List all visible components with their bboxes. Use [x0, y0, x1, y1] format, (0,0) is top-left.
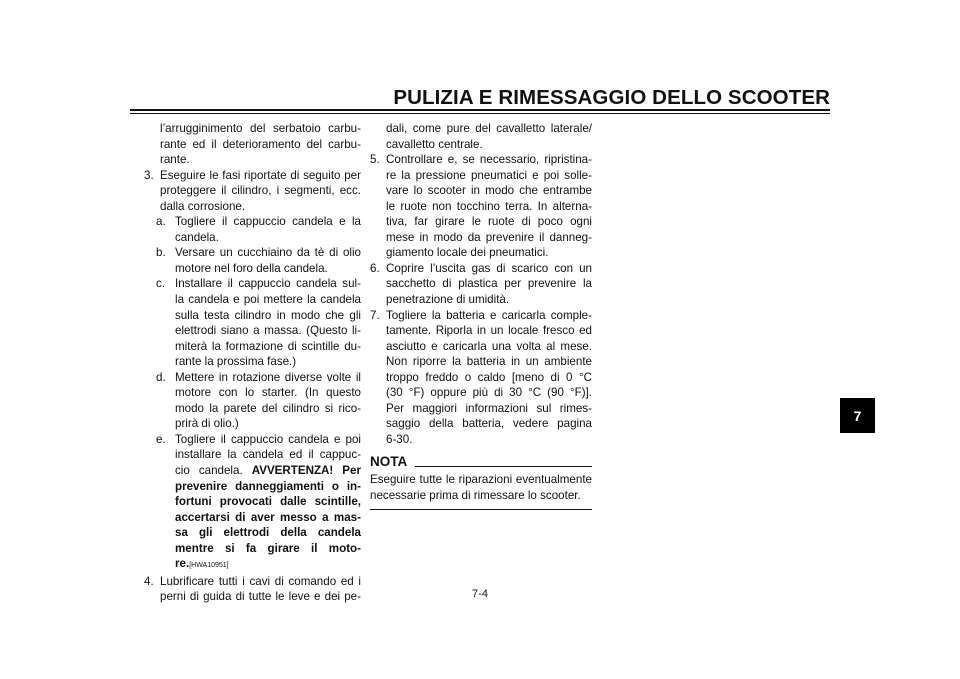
list-marker: 6. [370, 261, 380, 275]
warning-text: fortuni provocati dalle scintille, [175, 495, 361, 509]
text-line: dalla corrosione. [160, 199, 246, 213]
text-line: installare la candela ed il cappuc- [175, 448, 361, 462]
text-line: motore con lo starter. (In questo [175, 386, 361, 400]
text-line: giamento locale dei pneumatici. [386, 246, 549, 260]
text-line: motore nel foro della candela. [175, 261, 328, 275]
left-column [144, 121, 361, 605]
nota-text: necessarie prima di rimessare lo scooter. [370, 489, 581, 503]
list-marker: 3. [144, 168, 154, 182]
nota-label: NOTA [370, 454, 408, 470]
list-marker: 7. [370, 308, 380, 322]
text-line: saggio della batteria, vedere pagina [386, 417, 592, 431]
warning-end-line: re.[HWA10951] [175, 557, 229, 571]
text-line: penetrazione di umidità. [386, 293, 510, 307]
text-line: candela. [175, 230, 219, 244]
sub-item-b: b. Versare un cucchiaino da tè di olio [156, 246, 361, 260]
text-line: le ruote non tocchino terra. In alterna- [386, 199, 592, 213]
list-marker: e. [156, 432, 166, 446]
text-line: 6-30. [386, 432, 413, 446]
list-item-6: 6. Coprire l’uscita gas di scarico con un [370, 261, 592, 275]
list-item-3: 3. Eseguire le fasi riportate di seguito per [144, 168, 361, 182]
text-line: elettrodi siano a massa. (Questo li- [175, 324, 361, 338]
text-line: tiva, far girare le ruote di poco ogni [386, 215, 592, 229]
nota-text: Eseguire tutte le riparazioni eventualmente [370, 473, 592, 487]
sub-item-d: d. Mettere in rotazione diverse volte il [156, 370, 361, 384]
text-line: rante la prossima fase.) [175, 355, 297, 369]
warning-line: cio candela. AVVERTENZA! Per [175, 464, 361, 478]
list-item-7: 7. Togliere la batteria e caricarla comple- [370, 308, 592, 322]
list-marker: d. [156, 370, 166, 384]
text-line: miterà la formazione di scintille du- [175, 339, 361, 353]
text-line: perni di guida di tutte le leve e dei pe- [160, 590, 361, 604]
list-marker: a. [156, 215, 166, 229]
list-marker: c. [156, 277, 166, 291]
page-number: 7-4 [472, 588, 488, 600]
text-line: vare lo scooter in modo che entrambe [386, 184, 592, 198]
warning-text: prevenire danneggiamenti o in- [175, 479, 361, 493]
text-line: modo la parete del cilindro si rico- [175, 401, 361, 415]
warning-text: mentre si fa girare il moto- [175, 541, 361, 555]
text-line: sacchetto di plastica per prevenire la [386, 277, 592, 291]
text-line: Per maggiori informazioni sul rimes- [386, 401, 592, 415]
text-line: rante ed il deterioramento del carbu- [160, 137, 361, 151]
sub-item-e: e. Togliere il cappuccio candela e poi [156, 432, 361, 446]
nota-bottom-rule [370, 509, 592, 510]
text-line: mese in modo da prevenire il danneg- [386, 230, 592, 244]
warning-label: AVVERTENZA! Per [251, 464, 361, 478]
warning-code: [HWA10951] [189, 562, 229, 570]
warning-text: sa gli elettrodi della candela [175, 526, 361, 540]
text-line: la candela e poi mettere la candela [175, 293, 361, 307]
list-item-4: 4. Lubrificare tutti i cavi di comando ed i [144, 574, 361, 588]
text-line: l’arrugginimento del serbatoio carbu- [160, 122, 361, 135]
list-marker: b. [156, 246, 166, 260]
page-title: PULIZIA E RIMESSAGGIO DELLO SCOOTER [393, 86, 830, 109]
text-line: cavalletto centrale. [386, 137, 483, 151]
text-line: tamente. Riporla in un locale fresco ed [386, 324, 592, 338]
chapter-tab: 7 [840, 398, 875, 433]
nota-box [370, 453, 592, 509]
header-rule-thin [130, 113, 830, 114]
text-line: re la pressione pneumatici e poi solle- [386, 168, 592, 182]
list-marker: 5. [370, 153, 380, 167]
list-marker: 4. [144, 574, 154, 588]
text-line: Non riporre la batteria in un ambiente [386, 355, 592, 369]
sub-item-c: c. Installare il cappuccio candela sul- [156, 277, 361, 291]
text-line: (30 °F) oppure più di 30 °C (90 °F)]. [386, 386, 592, 400]
header-rule-thick [130, 109, 830, 111]
warning-text: accertarsi di aver messo a mas- [175, 510, 361, 524]
right-column [370, 121, 592, 510]
sub-item-a: a. Togliere il cappuccio candela e la [156, 215, 361, 229]
list-item-5: 5. Controllare e, se necessario, ripristina- [370, 153, 592, 167]
text-line: dali, come pure del cavalletto laterale/ [386, 122, 592, 135]
text-line: asciutto e caricarla una volta al mese. [386, 339, 592, 353]
text-line: troppo freddo o caldo [meno di 0 °C [386, 370, 592, 384]
text-line: prirà di olio.) [175, 417, 239, 431]
nota-rule [415, 466, 592, 467]
text-line: rante. [160, 153, 190, 167]
text-line: proteggere il cilindro, i segmenti, ecc. [160, 184, 361, 198]
text-line: sulla testa cilindro in modo che gli [175, 308, 361, 322]
